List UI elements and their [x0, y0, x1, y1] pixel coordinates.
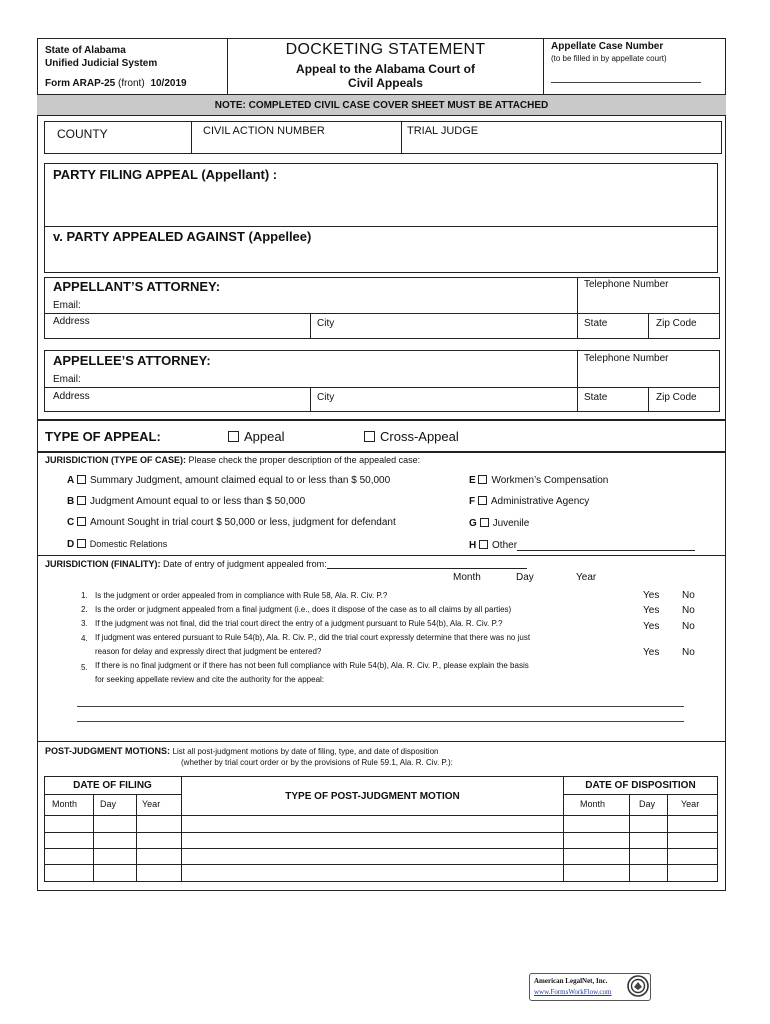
appellee-attorney-city-div	[310, 387, 311, 412]
filing-day-col: Day	[100, 799, 117, 809]
document-title: DOCKETING STATEMENT	[285, 41, 486, 58]
section-divider-appeal-bottom	[37, 451, 726, 453]
post-judgment-instruction: List all post-judgment motions by date of filing, type, and date of disposition	[172, 747, 439, 756]
document-subtitle-2: Civil Appeals	[348, 76, 423, 90]
state-label: State of Alabama	[45, 45, 126, 56]
question-3-yes[interactable]: Yes	[643, 621, 660, 632]
publisher-name: American LegalNet, Inc.	[534, 977, 608, 985]
appellant-attorney-zip-div	[648, 313, 649, 339]
cross-appeal-option[interactable]	[364, 429, 459, 444]
option-letter: C	[67, 517, 75, 528]
option-letter: E	[469, 475, 476, 486]
option-letter: F	[469, 496, 476, 507]
question-4-yes[interactable]: Yes	[643, 647, 660, 658]
option-letter: D	[67, 539, 75, 550]
question-number: 1.	[81, 591, 88, 600]
appellee-state-field[interactable]: State	[584, 392, 608, 403]
option-letter: G	[469, 518, 477, 529]
jurisdiction-option-f[interactable]	[469, 496, 589, 507]
question-3-no[interactable]: No	[682, 621, 695, 632]
jurisdiction-option-h[interactable]	[469, 540, 695, 551]
question-number: 4.	[81, 634, 88, 643]
jurisdiction-option-a[interactable]	[67, 475, 390, 486]
parties-divider	[44, 226, 718, 227]
appellant-field[interactable]: PARTY FILING APPEAL (Appellant) :	[53, 167, 278, 182]
appeal-option-label: Appeal	[244, 429, 285, 444]
publisher-logo-icon	[627, 975, 649, 997]
finality-label: JURISDICTION (FINALITY):	[45, 559, 161, 569]
appellee-telephone-field[interactable]: Telephone Number	[584, 353, 669, 364]
appellee-attorney-hdiv	[44, 387, 720, 388]
county-field[interactable]: COUNTY	[57, 127, 108, 141]
document-subtitle-1: Appeal to the Alabama Court of	[296, 62, 475, 76]
option-letter: H	[469, 540, 477, 551]
appellant-attorney-city-div	[310, 313, 311, 339]
table-hdiv	[563, 794, 718, 795]
appellant-state-field[interactable]: State	[584, 318, 608, 329]
explanation-line-1[interactable]	[77, 706, 684, 707]
post-judgment-label: POST-JUDGMENT MOTIONS:	[45, 746, 171, 756]
case-info-box	[44, 121, 722, 154]
option-e-checkbox[interactable]	[478, 475, 487, 484]
appellee-email-field[interactable]: Email:	[53, 374, 81, 385]
section-divider-finality	[37, 555, 726, 556]
option-c-label: Amount Sought in trial court $ 50,000 or less, judgment for defendant	[90, 517, 396, 528]
option-h-label: Other	[492, 540, 518, 551]
appellant-zip-field[interactable]: Zip Code	[656, 318, 697, 329]
appellee-attorney-zip-div	[648, 387, 649, 412]
question-2-no[interactable]: No	[682, 605, 695, 616]
appellee-field[interactable]: v. PARTY APPEALED AGAINST (Appellee)	[53, 229, 312, 244]
jurisdiction-option-g[interactable]	[469, 518, 529, 529]
disposition-day-col: Day	[639, 799, 656, 809]
appellee-zip-field[interactable]: Zip Code	[656, 392, 697, 403]
appellant-telephone-field[interactable]: Telephone Number	[584, 279, 669, 290]
option-a-label: Summary Judgment, amount claimed equal to or less than $ 50,000	[90, 475, 391, 486]
jurisdiction-option-d[interactable]	[67, 539, 167, 550]
table-vdiv-disposition-start	[563, 776, 564, 882]
form-id	[45, 78, 187, 89]
option-d-label: Domestic Relations	[89, 539, 168, 549]
question-1-text: Is the judgment or order appealed from in compliance with Rule 58, Ala. R. Civ. P.?	[95, 591, 388, 600]
judgment-date-field[interactable]	[327, 559, 527, 569]
appellant-attorney-vdiv	[577, 277, 578, 339]
date-of-filing-header: DATE OF FILING	[73, 780, 152, 791]
cross-appeal-option-label: Cross-Appeal	[380, 429, 459, 444]
case-number-note: (to be filled in by appellate court)	[551, 54, 667, 63]
finality-instruction: Date of entry of judgment appealed from:	[163, 559, 327, 569]
post-judgment-header	[45, 746, 438, 756]
option-h-checkbox[interactable]	[479, 540, 488, 549]
type-of-appeal-label: TYPE OF APPEAL:	[45, 429, 161, 444]
appellant-attorney-title: APPELLANT’S ATTORNEY:	[53, 279, 221, 294]
form-side: (front)	[117, 78, 145, 89]
table-vdiv	[93, 794, 94, 882]
option-g-checkbox[interactable]	[480, 518, 489, 527]
header-col-divider-2	[543, 38, 544, 95]
table-hdiv	[44, 815, 718, 816]
option-g-label: Juvenile	[492, 518, 530, 529]
table-hdiv	[44, 848, 718, 849]
motion-type-header: TYPE OF POST-JUDGMENT MOTION	[285, 791, 460, 802]
filing-year-col: Year	[142, 799, 161, 809]
filing-month-col: Month	[52, 799, 78, 809]
question-number: 2.	[81, 605, 88, 614]
question-4-text-continued: reason for delay and expressly direct that judgment be entered?	[95, 647, 322, 656]
form-number: Form ARAP-25	[45, 78, 116, 89]
appellant-city-field[interactable]: City	[317, 318, 335, 329]
option-e-label: Workmen’s Compensation	[491, 475, 609, 486]
table-vdiv	[629, 794, 630, 882]
post-judgment-instruction-2: (whether by trial court order or by the provisions of Rule 59.1, Ala. R. Civ. P.):	[181, 758, 453, 767]
option-f-checkbox[interactable]	[478, 496, 487, 505]
question-5-text: If there is no final judgment or if there has not been full compliance with Rule 54(b), Ala. R. Civ. P., please explain the basis	[95, 661, 529, 670]
appellant-attorney-hdiv	[44, 313, 720, 314]
table-hdiv	[44, 794, 181, 795]
date-of-disposition-header: DATE OF DISPOSITION	[585, 780, 696, 791]
question-2-yes[interactable]: Yes	[643, 605, 660, 616]
question-number: 5.	[81, 663, 88, 672]
trial-judge-field[interactable]: TRIAL JUDGE	[407, 125, 479, 137]
appellee-attorney-vdiv	[577, 350, 578, 412]
appellee-attorney-title: APPELLEE’S ATTORNEY:	[53, 353, 211, 368]
jurisdiction-option-b[interactable]	[67, 496, 305, 507]
section-divider-appeal-top	[37, 419, 726, 421]
finality-year-label: Year	[576, 572, 597, 583]
form-date: 10/2019	[150, 78, 187, 89]
jurisdiction-type-label: JURISDICTION (TYPE OF CASE):	[45, 455, 187, 465]
jurisdiction-option-c[interactable]	[67, 517, 396, 528]
question-1-yes[interactable]: Yes	[643, 590, 660, 601]
case-number-label: Appellate Case Number	[551, 41, 664, 52]
appellant-email-field[interactable]: Email:	[53, 300, 81, 311]
finality-header	[45, 559, 527, 569]
option-c-checkbox[interactable]	[77, 517, 86, 526]
publisher-link[interactable]: www.FormsWorkFlow.com	[534, 988, 612, 996]
option-b-label: Judgment Amount equal to or less than $ 50,000	[90, 496, 306, 507]
disposition-month-col: Month	[580, 799, 606, 809]
jurisdiction-type-instruction: Please check the proper description of the appealed case:	[188, 455, 421, 465]
case-info-divider-2	[401, 121, 402, 154]
question-3-text: If the judgment was not final, did the trial court direct the entry of a judgment pursuant to Rule 54(b), Ala. R. Civ. P.?	[95, 619, 503, 628]
case-number-field[interactable]	[551, 82, 701, 83]
table-hdiv	[44, 864, 718, 865]
appeal-option[interactable]	[228, 429, 284, 444]
option-a-checkbox[interactable]	[77, 475, 86, 484]
disposition-year-col: Year	[681, 799, 700, 809]
question-2-text: Is the order or judgment appealed from a final judgment (i.e., does it dispose of the case as to all claims by all parties)	[95, 605, 512, 614]
finality-month-label: Month	[453, 572, 481, 583]
table-vdiv	[667, 794, 668, 882]
appellant-address-field[interactable]: Address	[53, 316, 90, 327]
jurisdiction-type-header	[45, 455, 420, 465]
option-d-checkbox[interactable]	[77, 539, 86, 548]
option-f-label: Administrative Agency	[490, 496, 590, 507]
table-vdiv	[136, 794, 137, 882]
explanation-line-2[interactable]	[77, 721, 684, 722]
section-divider-post-judgment	[37, 741, 726, 742]
question-5-text-continued: for seeking appellate review and cite the authority for the appeal:	[95, 675, 325, 684]
cross-appeal-checkbox[interactable]	[364, 431, 375, 442]
civil-action-field[interactable]: CIVIL ACTION NUMBER	[203, 125, 325, 137]
option-letter: B	[67, 496, 75, 507]
appeal-checkbox[interactable]	[228, 431, 239, 442]
appellee-city-field[interactable]: City	[317, 392, 335, 403]
option-letter: A	[67, 475, 75, 486]
case-info-divider-1	[191, 121, 192, 154]
table-hdiv	[44, 832, 718, 833]
note-banner-text: NOTE: COMPLETED CIVIL CASE COVER SHEET MUST BE ATTACHED	[214, 100, 549, 111]
question-1-no[interactable]: No	[682, 590, 695, 601]
finality-day-label: Day	[516, 572, 534, 583]
question-number: 3.	[81, 619, 88, 628]
jurisdiction-option-e[interactable]	[469, 475, 608, 486]
system-label: Unified Judicial System	[45, 58, 158, 69]
question-4-text: If judgment was entered pursuant to Rule 54(b), Ala. R. Civ. P., did the trial court expressly determine that there was no just	[95, 633, 531, 642]
question-4-no[interactable]: No	[682, 647, 695, 658]
appellee-address-field[interactable]: Address	[53, 391, 90, 402]
option-b-checkbox[interactable]	[77, 496, 86, 505]
other-specify-field[interactable]	[517, 540, 695, 551]
